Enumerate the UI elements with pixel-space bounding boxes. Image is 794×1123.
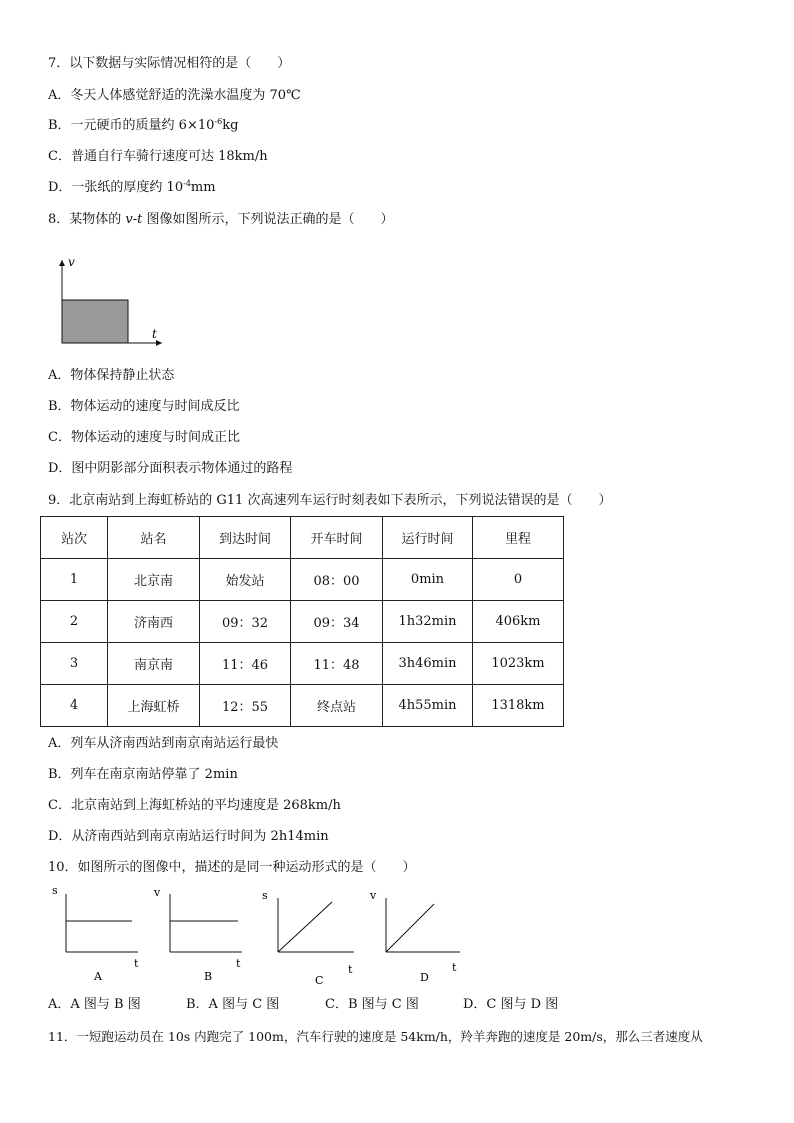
q9-option-b: B．列车在南京南站停靠了 2min — [48, 767, 238, 782]
table-row — [41, 643, 564, 685]
q9-option-d: D．从济南西站到南京南站运行时间为 2h14min — [48, 829, 329, 844]
table-cell: 1023km — [473, 643, 564, 685]
table-cell: 1h32min — [383, 601, 473, 643]
q10-graph-c-line — [278, 902, 332, 952]
q7-option-d-exponent: -4 — [183, 179, 191, 188]
q9-option-c: C．北京南站到上海虹桥站的平均速度是 268km/h — [48, 798, 341, 813]
q10-graph-c-caption: C — [315, 974, 324, 984]
q10-graph-d-line — [386, 904, 434, 952]
table-cell: 济南西 — [108, 601, 200, 643]
q8-option-d: D．图中阴影部分面积表示物体通过的路程 — [48, 461, 293, 476]
table-cell: 4 — [41, 685, 108, 727]
table-cell: 0 — [473, 559, 564, 601]
q10-graph-b-y-label: v — [154, 886, 161, 899]
q10-option-b: B．A 图与 C 图 — [186, 997, 280, 1012]
q7-option-d-unit: mm — [190, 180, 216, 195]
q8-option-a: A．物体保持静止状态 — [48, 368, 175, 383]
q10-graph-b — [152, 884, 252, 984]
q10-graph-c-y-label: s — [262, 889, 268, 902]
q7-option-b — [48, 117, 238, 135]
q10-option-a: A．A 图与 B 图 — [48, 997, 141, 1012]
header-cell: 站名 — [108, 517, 200, 559]
q7-option-b-text: B．一元硬币的质量约 6×10 — [48, 118, 215, 133]
q8-option-c: C．物体运动的速度与时间成正比 — [48, 430, 240, 445]
q10-graph-a-y-label: s — [52, 884, 58, 897]
q8-stem-variable: v-t — [125, 212, 143, 227]
table-cell: 3 — [41, 643, 108, 685]
table-cell: 09：32 — [200, 601, 291, 643]
q8-stem-prefix: 8．某物体的 — [48, 212, 126, 227]
header-cell: 运行时间 — [383, 517, 473, 559]
q8-stem — [48, 211, 394, 229]
q7-option-c: C．普通自行车骑行速度可达 18km/h — [48, 149, 268, 164]
q8-option-b: B．物体运动的速度与时间成反比 — [48, 399, 240, 414]
q10-graph-d-x-label: t — [452, 961, 457, 974]
q8-vt-graph — [40, 252, 180, 352]
header-cell: 里程 — [473, 517, 564, 559]
table-cell: 1318km — [473, 685, 564, 727]
q9-option-a: A．列车从济南西站到南京南站运行最快 — [48, 736, 279, 751]
q7-option-b-exponent: -6 — [214, 117, 223, 126]
q10-graph-a-x-label: t — [134, 957, 139, 970]
q10-option-d: D．C 图与 D 图 — [463, 997, 559, 1012]
q10-graph-a-caption: A — [94, 970, 102, 983]
q11-stem: 11．一短跑运动员在 10s 内跑完了 100m，汽车行驶的速度是 54km/h，羚羊奔跑的速度是 20m/s，那么三者速度从 — [48, 1029, 703, 1044]
q10-graph-a — [48, 884, 148, 984]
q8-y-label: v — [68, 255, 75, 269]
table-cell: 北京南 — [108, 559, 200, 601]
table-cell: 09：34 — [291, 601, 383, 643]
table-cell: 终点站 — [291, 685, 383, 727]
q7-option-a: A．冬天人体感觉舒适的洗澡水温度为 70℃ — [48, 88, 301, 103]
table-cell: 08：00 — [291, 559, 383, 601]
table-cell: 南京南 — [108, 643, 200, 685]
train-timetable — [40, 516, 564, 727]
q10-graph-d-caption: D — [420, 971, 429, 984]
q8-x-label: t — [152, 327, 157, 341]
q8-shaded-area — [62, 300, 128, 343]
header-cell: 开车时间 — [291, 517, 383, 559]
q10-graph-c-x-label: t — [348, 963, 353, 976]
q10-graph-c — [262, 884, 362, 984]
table-cell: 2 — [41, 601, 108, 643]
q10-stem: 10．如图所示的图像中，描述的是同一种运动形式的是（ ） — [48, 860, 416, 875]
table-cell: 12：55 — [200, 685, 291, 727]
q7-option-d — [48, 179, 216, 197]
table-cell: 始发站 — [200, 559, 291, 601]
q10-graph-b-x-label: t — [236, 957, 241, 970]
table-cell: 0min — [383, 559, 473, 601]
table-cell: 上海虹桥 — [108, 685, 200, 727]
q7-option-d-text: D．一张纸的厚度约 10 — [48, 180, 184, 195]
q8-stem-suffix: 图像如图所示，下列说法正确的是（ ） — [142, 212, 394, 227]
table-row — [41, 559, 564, 601]
q10-graph-d — [370, 884, 470, 984]
table-row — [41, 601, 564, 643]
q7-stem: 7．以下数据与实际情况相符的是（ ） — [48, 56, 291, 71]
table-cell: 11：48 — [291, 643, 383, 685]
header-cell: 到达时间 — [200, 517, 291, 559]
table-row — [41, 685, 564, 727]
table-cell: 406km — [473, 601, 564, 643]
q9-stem: 9．北京南站到上海虹桥站的 G11 次高速列车运行时刻表如下表所示，下列说法错误的是（ ） — [48, 493, 612, 508]
table-cell: 4h55min — [383, 685, 473, 727]
table-cell: 3h46min — [383, 643, 473, 685]
q7-option-b-unit: kg — [222, 118, 239, 133]
q10-graph-b-caption: B — [204, 970, 213, 983]
q10-option-c: C．B 图与 C 图 — [325, 997, 419, 1012]
table-cell: 1 — [41, 559, 108, 601]
table-cell: 11：46 — [200, 643, 291, 685]
q10-graph-d-y-label: v — [370, 889, 377, 902]
timetable-header-row — [41, 517, 564, 559]
header-cell: 站次 — [41, 517, 108, 559]
